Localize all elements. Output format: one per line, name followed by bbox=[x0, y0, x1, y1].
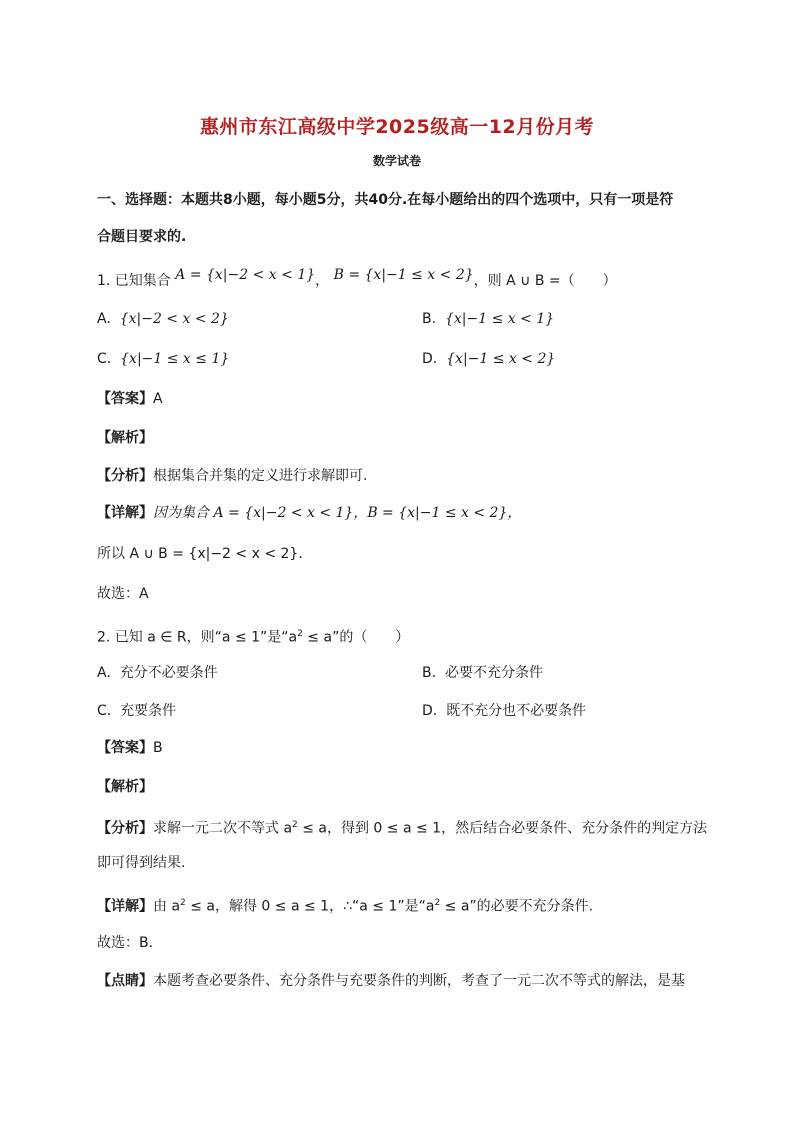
q2-option-b bbox=[422, 663, 543, 683]
q2-option-d bbox=[422, 701, 586, 721]
q1-option-d bbox=[422, 349, 555, 369]
option-text: 必要不充分条件 bbox=[444, 665, 543, 681]
detail-text-c: ≤ a”的必要不充分条件. bbox=[440, 898, 594, 915]
option-label: C. bbox=[97, 703, 112, 719]
option-text: 既不充分也不必要条件 bbox=[446, 703, 587, 719]
q1-suffix: ，则 A ∪ B =（ ） bbox=[473, 273, 617, 289]
q2-stem bbox=[97, 624, 704, 648]
q2-analysis-tag: 【解析】 bbox=[97, 779, 153, 795]
q1-set-a: A = {x|−2 < x < 1} bbox=[175, 267, 316, 283]
answer-value: A bbox=[153, 391, 163, 407]
q1-detail-2: 所以 A ∪ B = {x|−2 < x < 2}. bbox=[97, 546, 303, 562]
comment-tag: 【点睛】 bbox=[97, 973, 153, 989]
fenxi-tag: 【分析】 bbox=[97, 820, 153, 837]
q2-fenxi-2: 即可得到结果. bbox=[97, 855, 186, 871]
detail-tag: 【详解】 bbox=[97, 505, 153, 521]
option-label: A. bbox=[97, 311, 111, 327]
q1-analysis-tag: 【解析】 bbox=[97, 430, 153, 446]
q2-option-c bbox=[97, 701, 176, 721]
q2-answer bbox=[97, 738, 704, 758]
detail-text-b: ≤ a，解得 0 ≤ a ≤ 1，∴“a ≤ 1”是“a bbox=[185, 898, 435, 915]
q2-stem-b: ≤ a”的（ ） bbox=[302, 629, 410, 646]
option-label: C. bbox=[97, 351, 112, 367]
answer-value: B bbox=[153, 740, 163, 756]
option-text: {x|−1 ≤ x < 1} bbox=[444, 311, 555, 327]
answer-tag: 【答案】 bbox=[97, 391, 153, 407]
detail-tag: 【详解】 bbox=[97, 898, 153, 915]
q1-comma: ， bbox=[315, 273, 330, 289]
option-label: B. bbox=[422, 665, 437, 681]
page-subtitle: 数学试卷 bbox=[372, 154, 421, 168]
exponent: 2 bbox=[180, 898, 186, 908]
option-text: 充要条件 bbox=[120, 703, 177, 719]
fenxi-text-b: ≤ a，得到 0 ≤ a ≤ 1，然后结合必要条件、充分条件的判定方法 bbox=[297, 820, 708, 837]
option-text: {x|−1 ≤ x ≤ 1} bbox=[120, 351, 230, 367]
q2-stem-a: 2. 已知 a ∈ R，则“a ≤ 1”是“a bbox=[97, 629, 298, 646]
section-heading-line-1: 一、选择题：本题共8小题，每小题5分，共40分.在每小题给出的四个选项中，只有一项是符 bbox=[97, 192, 674, 208]
q1-option-a bbox=[97, 309, 229, 329]
section-heading-line-2: 合题目要求的. bbox=[97, 229, 187, 245]
option-text: {x|−1 ≤ x < 2} bbox=[446, 351, 556, 367]
comment-text: 本题考查必要条件、充分条件与充要条件的判断，考查了一元二次不等式的解法，是基 bbox=[153, 973, 685, 989]
q1-fenxi bbox=[97, 466, 704, 486]
fenxi-text-a: 求解一元二次不等式 a bbox=[153, 820, 293, 837]
fenxi-tag: 【分析】 bbox=[97, 468, 153, 484]
fenxi-text: 根据集合并集的定义进行求解即可. bbox=[153, 468, 368, 484]
q2-option-a bbox=[97, 663, 218, 683]
q1-option-c bbox=[97, 349, 229, 369]
option-text: {x|−2 < x < 2} bbox=[119, 311, 229, 327]
exponent: 2 bbox=[434, 898, 441, 908]
q1-answer bbox=[97, 389, 704, 409]
q2-choose: 故选：B． bbox=[97, 935, 163, 951]
q2-fenxi bbox=[97, 815, 708, 839]
option-label: D. bbox=[422, 703, 438, 719]
detail-text-a: 由 a bbox=[153, 898, 181, 915]
q1-choose: 故选：A bbox=[97, 586, 149, 602]
q1-option-b bbox=[422, 309, 554, 329]
exponent: 2 bbox=[292, 820, 298, 830]
q1-stem bbox=[97, 267, 704, 291]
q1-prefix: 1. 已知集合 bbox=[97, 273, 171, 289]
option-label: D. bbox=[422, 351, 438, 367]
exponent: 2 bbox=[297, 629, 303, 639]
q2-detail bbox=[97, 893, 704, 917]
option-label: B. bbox=[422, 311, 437, 327]
q2-comment bbox=[97, 971, 704, 991]
option-text: 充分不必要条件 bbox=[119, 665, 218, 681]
detail-text: 因为集合 A = {x|−2 < x < 1}，B = {x|−1 ≤ x < 2}， bbox=[153, 505, 522, 521]
answer-tag: 【答案】 bbox=[97, 740, 153, 756]
option-label: A. bbox=[97, 665, 111, 681]
q1-detail-1 bbox=[97, 503, 704, 523]
q1-set-b: B = {x|−1 ≤ x < 2} bbox=[333, 267, 474, 283]
page-title: 惠州市东江高级中学2025级高一12月份月考 bbox=[199, 116, 595, 138]
